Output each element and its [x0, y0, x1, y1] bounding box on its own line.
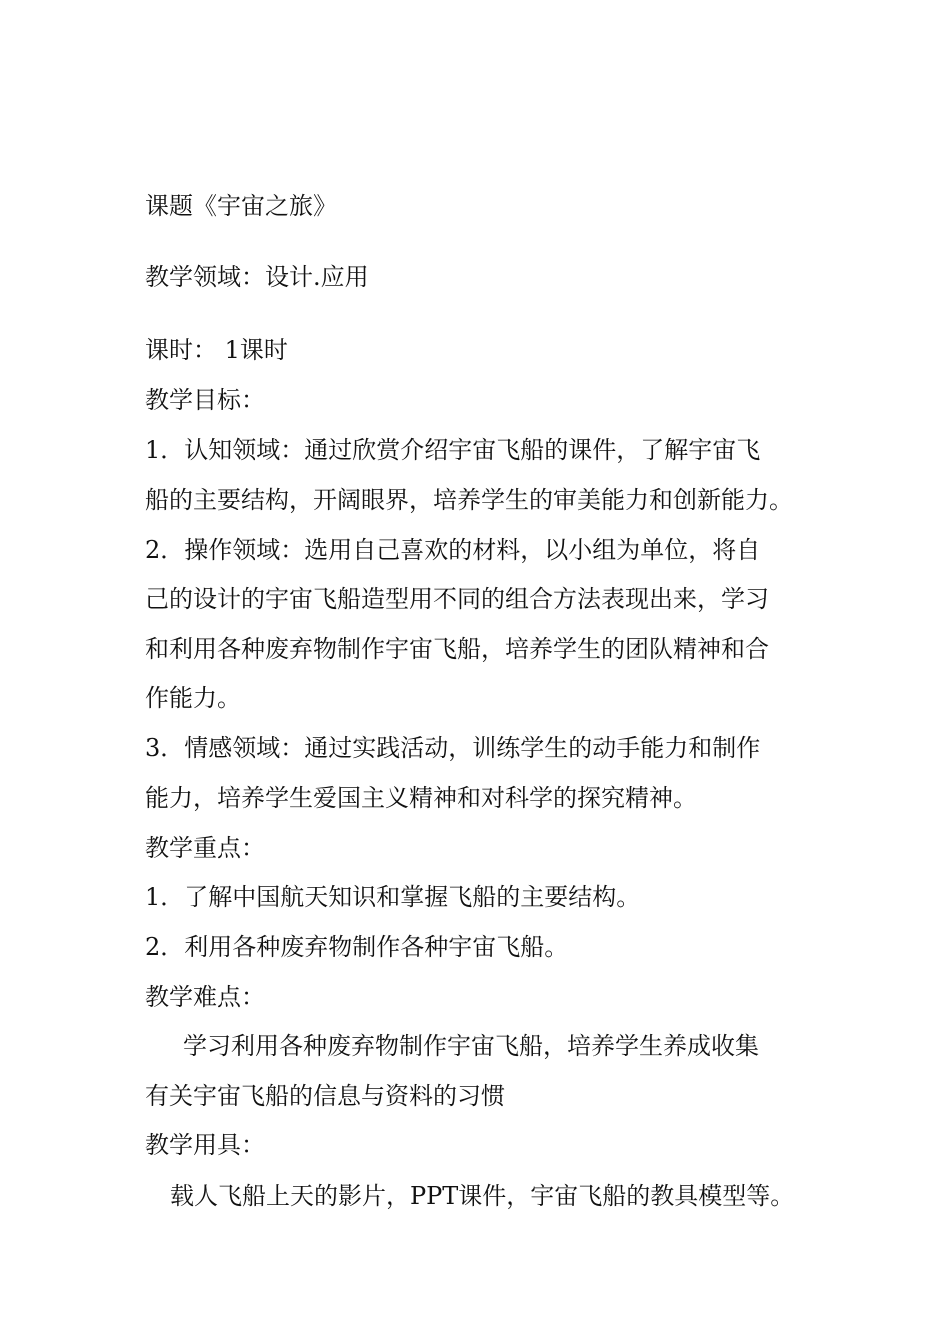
- objective-1-line-2: 船的主要结构，开阔眼界，培养学生的审美能力和创新能力。: [145, 486, 793, 514]
- key-point-2: 2．利用各种废弃物制作各种宇宙飞船。: [145, 933, 569, 961]
- objective-1-line-1: 1．认知领域：通过欣赏介绍宇宙飞船的课件，了解宇宙飞: [145, 436, 761, 464]
- teaching-domain: 教学领域：设计.应用: [145, 263, 369, 291]
- difficulty-line-1: 学习利用各种废弃物制作宇宙飞船，培养学生养成收集: [183, 1032, 759, 1060]
- objective-2-line-4: 作能力。: [145, 684, 241, 712]
- heading-teaching-aids: 教学用具：: [145, 1131, 265, 1159]
- heading-objectives: 教学目标：: [145, 386, 265, 414]
- objective-2-line-2: 己的设计的宇宙飞船造型用不同的组合方法表现出来，学习: [145, 585, 769, 613]
- objective-2-line-3: 和利用各种废弃物制作宇宙飞船，培养学生的团队精神和合: [145, 635, 769, 663]
- objective-3-line-1: 3．情感领域：通过实践活动，训练学生的动手能力和制作: [145, 734, 761, 762]
- objective-3-line-2: 能力，培养学生爱国主义精神和对科学的探究精神。: [145, 784, 697, 812]
- class-hours: 课时： 1课时: [145, 336, 288, 364]
- objective-2-line-1: 2．操作领域：选用自己喜欢的材料，以小组为单位，将自: [145, 536, 761, 564]
- difficulty-line-2: 有关宇宙飞船的信息与资料的习惯: [145, 1082, 505, 1110]
- teaching-aids-text: 载人飞船上天的影片，PPT课件，宇宙飞船的教具模型等。: [170, 1182, 795, 1210]
- heading-key-points: 教学重点：: [145, 834, 265, 862]
- key-point-1: 1．了解中国航天知识和掌握飞船的主要结构。: [145, 883, 641, 911]
- lesson-title: 课题《宇宙之旅》: [145, 192, 337, 220]
- heading-difficulties: 教学难点：: [145, 983, 265, 1011]
